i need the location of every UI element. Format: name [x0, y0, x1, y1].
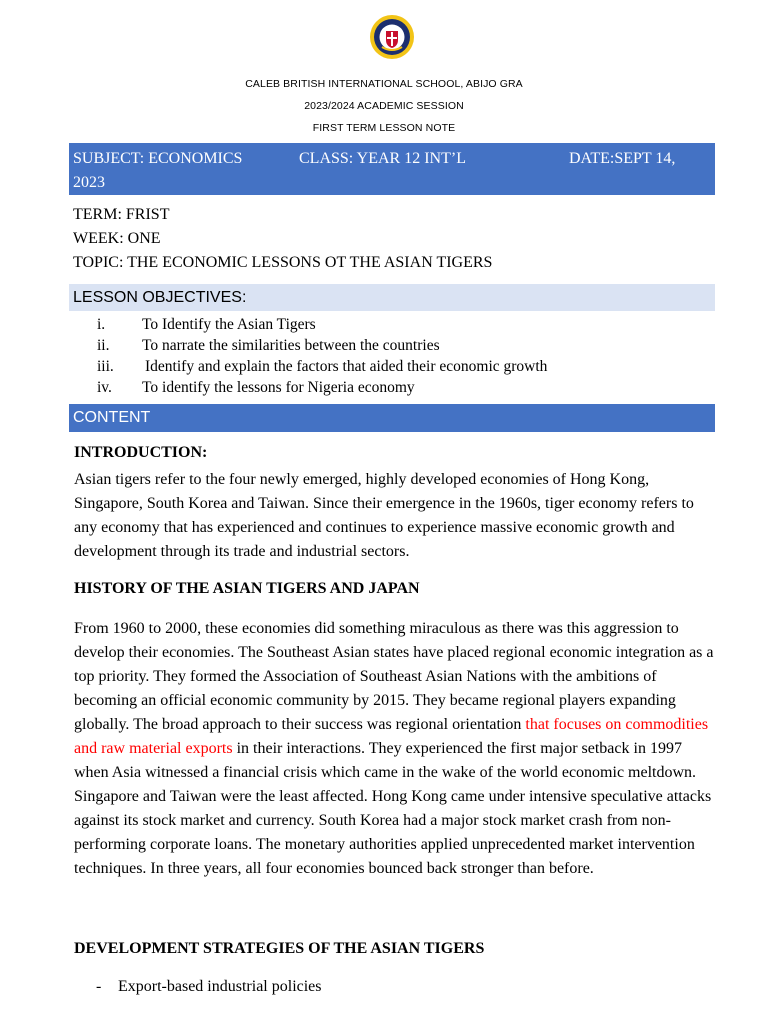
list-bullet: - — [96, 978, 102, 995]
subject-label: SUBJECT: ECONOMICS — [73, 150, 243, 167]
school-logo — [369, 14, 415, 60]
topic-line: TOPIC: THE ECONOMIC LESSONS OT THE ASIAN TIGERS — [73, 254, 493, 271]
history-text-part-2: in their interactions. They experienced the first major setback in 1997 when Asia witnessed a financial crisis which came in the wake of the world economic meltdown. Singapore and Taiwan were the least affected. Hong Kong came under intensive speculative attacks against its stock market and currency. South Korea had a major stock market crash from non-performing corporate loans. The monetary authorities applied unprecedented market intervention techniques. In three years, all four economies bounced back stronger than before. — [74, 740, 712, 877]
introduction-paragraph: Asian tigers refer to the four newly emerged, highly developed economies of Hong Kong, Singapore, South Korea and Taiwan. Since their emergence in the 1960s, tiger economy refers to any economy that has experienced and continues to experience massive economic growth and development through its trade and industrial sectors. — [74, 471, 694, 560]
school-name: CALEB BRITISH INTERNATIONAL SCHOOL, ABIJO GRA — [245, 78, 523, 90]
date-label: DATE:SEPT 14, — [569, 150, 676, 167]
class-label: CLASS: YEAR 12 INT’L — [299, 150, 466, 167]
content-header: CONTENT — [69, 404, 715, 432]
strategy-text: Export-based industrial policies — [118, 978, 322, 995]
week-line: WEEK: ONE — [73, 230, 161, 247]
strategy-list-item — [96, 978, 322, 996]
objective-number: i. — [97, 316, 106, 333]
objective-text: To Identify the Asian Tigers — [142, 316, 316, 333]
objective-number: ii. — [97, 337, 110, 354]
term-line: TERM: FRIST — [73, 206, 170, 223]
lesson-objectives-header: LESSON OBJECTIVES: — [69, 284, 715, 311]
academic-session: 2023/2024 ACADEMIC SESSION — [304, 100, 464, 112]
objective-text: Identify and explain the factors that aided their economic growth — [145, 358, 548, 375]
subject-info-bar — [69, 143, 715, 195]
date-year: 2023 — [73, 174, 105, 191]
objective-number: iii. — [97, 358, 114, 375]
history-text-part-1: From 1960 to 2000, these economies did something miraculous as there was this aggression to develop their economies. The Southeast Asian states have placed regional economic integration as a top priority. They formed the Association of Southeast Asian Nations with the ambitions of becoming an official economic community by 2015. They became regional players expanding globally. The broad approach to their success was regional orientation — [74, 620, 714, 733]
history-paragraph — [74, 617, 714, 881]
introduction-heading: INTRODUCTION: — [74, 444, 208, 461]
lesson-note-title: FIRST TERM LESSON NOTE — [312, 122, 456, 134]
objective-text: To narrate the similarities between the countries — [142, 337, 440, 354]
strategies-heading: DEVELOPMENT STRATEGIES OF THE ASIAN TIGERS — [74, 940, 485, 957]
highlighted-text: that focuses on commodities and raw material exports — [74, 716, 709, 757]
history-heading: HISTORY OF THE ASIAN TIGERS AND JAPAN — [74, 580, 420, 597]
school-crest-icon — [369, 14, 415, 60]
objective-text: To identify the lessons for Nigeria economy — [142, 379, 415, 396]
objective-number: iv. — [97, 379, 112, 396]
